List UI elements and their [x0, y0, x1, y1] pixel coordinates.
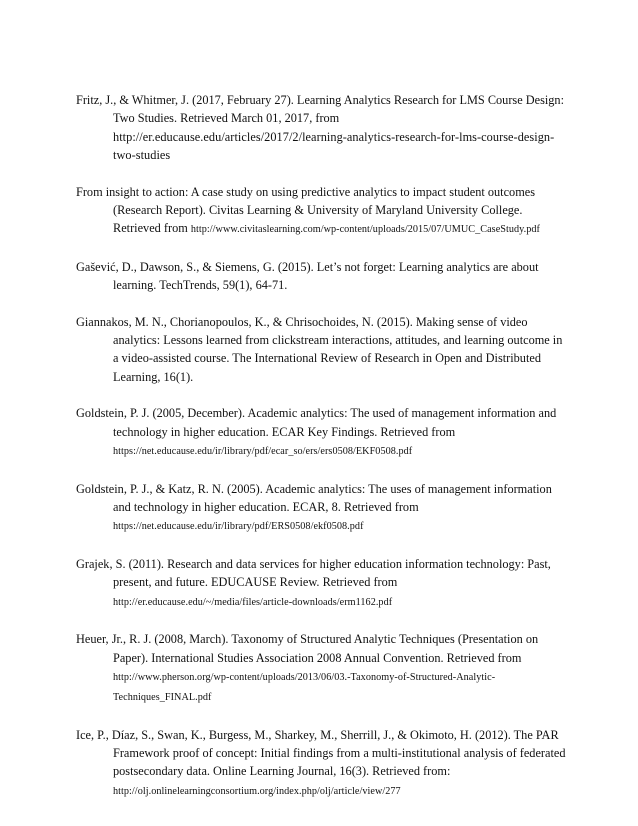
reference-text: Giannakos, M. N., Chorianopoulos, K., & Chrisochoides, N. (2015). Making sense of video analytics: Lessons learned from clickstream interactions, attitudes, and learning outcome in a video-assisted course. The International Review of Research in Open and Distributed Learning, 16(1).: [76, 314, 563, 384]
reference-entry-civitas: [76, 183, 568, 240]
reference-text: From insight to action: A case study on using predictive analytics to impact student outcomes (Research Report). Civitas Learning & University of Maryland University College. Retrieved from: [76, 184, 536, 236]
reference-entry-giannakos: [76, 313, 568, 386]
reference-entry-heuer: [76, 630, 568, 707]
reference-entry-ice: [76, 726, 568, 801]
reference-url[interactable]: http://er.educause.edu/~/media/files/article-downloads/erm1162.pdf: [113, 596, 393, 608]
reference-url[interactable]: http://olj.onlinelearningconsortium.org/index.php/olj/article/view/277: [113, 785, 401, 797]
reference-url[interactable]: https://net.educause.edu/ir/library/pdf/ERS0508/ekf0508.pdf: [113, 521, 364, 533]
reference-entry-gasevic: [76, 258, 568, 295]
reference-url[interactable]: https://net.educause.edu/ir/library/pdf/ecar_so/ers/ers0508/EKF0508.pdf: [113, 446, 413, 458]
reference-text: Goldstein, P. J. (2005, December). Academic analytics: The used of management information and technology in higher education. ECAR Key Findings. Retrieved from: [76, 406, 557, 439]
reference-url[interactable]: http://www.civitaslearning.com/wp-content/uploads/2015/07/UMUC_CaseStudy.pdf: [190, 224, 540, 236]
reference-text: Goldstein, P. J., & Katz, R. N. (2005). Academic analytics: The uses of management information and technology in higher education. ECAR, 8. Retrieved from: [76, 481, 552, 514]
reference-text: Ice, P., Díaz, S., Swan, K., Burgess, M., Sharkey, M., Sherrill, J., & Okimoto, H. (2012). The PAR Framework proof of concept: Initial findings from a multi-institutional analysis of federated postsecondary data. Online Learning Journal, 16(3). Retrieved from:: [76, 727, 566, 779]
reference-text: Gašević, D., Dawson, S., & Siemens, G. (2015). Let’s not forget: Learning analytics are about learning. TechTrends, 59(1), 64-71.: [76, 259, 539, 293]
reference-list: [76, 91, 568, 801]
reference-text: Heuer, Jr., R. J. (2008, March). Taxonomy of Structured Analytic Techniques (Presentation on Paper). International Studies Association 2008 Annual Convention. Retrieved from: [76, 632, 539, 665]
reference-entry-goldstein-2005: [76, 404, 568, 461]
reference-entry-goldstein-katz: [76, 480, 568, 537]
reference-entry-grajek: [76, 555, 568, 612]
reference-url[interactable]: http://er.educause.edu/articles/2017/2/learning-analytics-research-for-lms-course-design-two-studies: [113, 129, 555, 162]
reference-entry-fritz: [76, 91, 568, 164]
reference-text: Fritz, J., & Whitmer, J. (2017, February 27). Learning Analytics Research for LMS Course Design: Two Studies. Retrieved March 01, 2017, from: [76, 93, 564, 126]
reference-text: Grajek, S. (2011). Research and data services for higher education information technology: Past, present, and future. EDUCAUSE Review. Retrieved from: [76, 556, 551, 590]
reference-url[interactable]: http://www.pherson.org/wp-content/uploads/2013/06/03.-Taxonomy-of-Structured-Analytic-Techniques_FINAL.pdf: [113, 671, 496, 704]
